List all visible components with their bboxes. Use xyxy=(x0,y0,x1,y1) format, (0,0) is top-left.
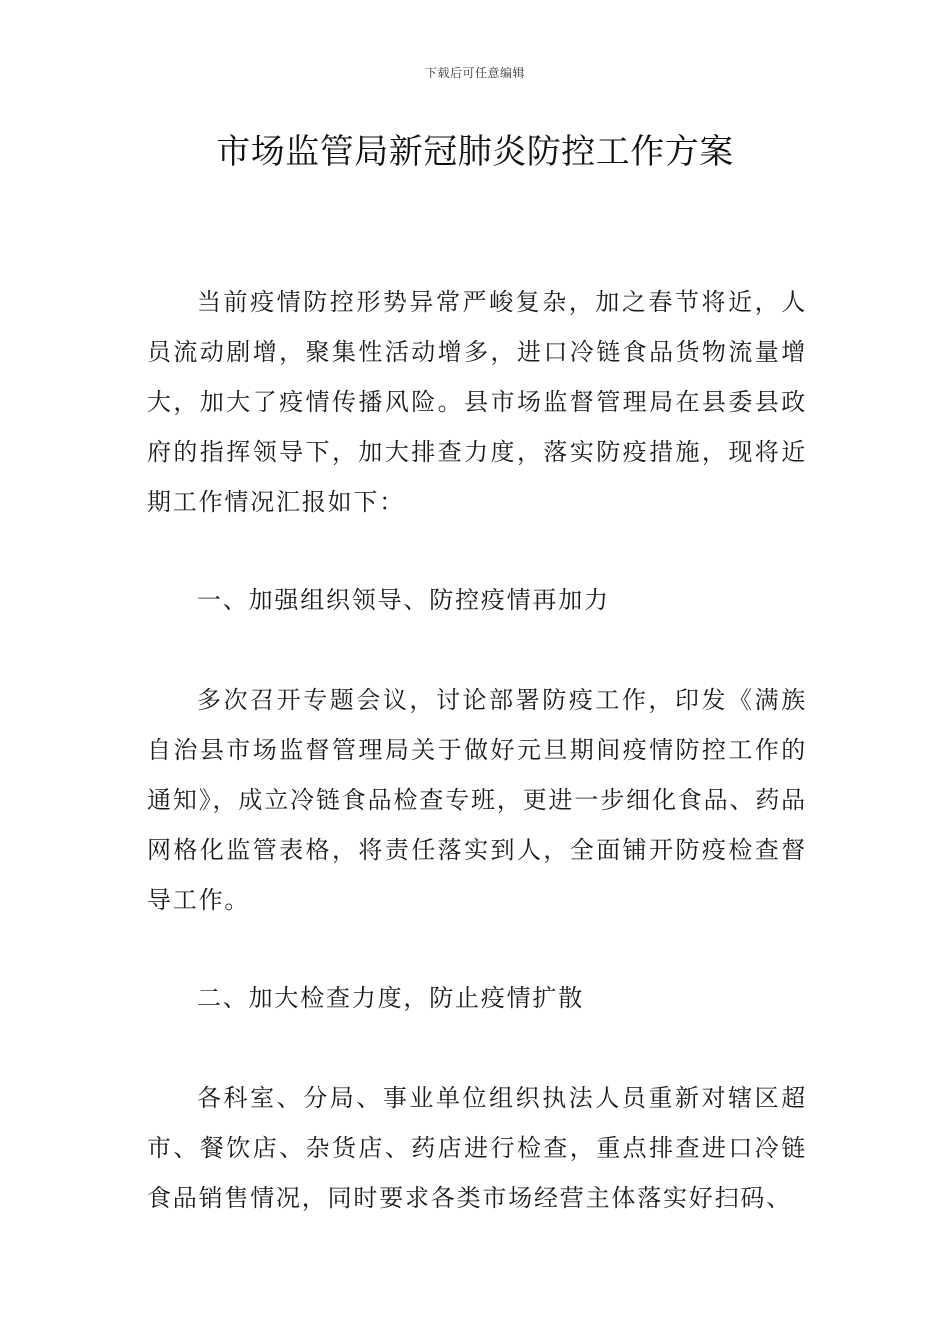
section-heading-1: 一、加强组织领导、防控疫情再加力 xyxy=(197,586,610,614)
intro-paragraph: 当前疫情防控形势异常严峻复杂，加之春节将近，人员流动剧增，聚集性活动增多，进口冷链食品货物流量增大，加大了疫情传播风险。县市场监督管理局在县委县政府的指挥领导下，加大排查力度，落实防疫措施，现将近期工作情况汇报如下： xyxy=(147,288,807,516)
document-title: 市场监管局新冠肺炎防控工作方案 xyxy=(216,132,734,172)
header-note: 下载后可任意编辑 xyxy=(424,66,525,80)
section-body-1: 多次召开专题会议，讨论部署防疫工作，印发《满族自治县市场监督管理局关于做好元旦期间疫情防控工作的通知》，成立冷链食品检查专班，更进一步细化食品、药品网格化监管表格，将责任落实到人，全面铺开防疫检查督导工作。 xyxy=(147,686,807,914)
section-body-2: 各科室、分局、事业单位组织执法人员重新对辖区超市、餐饮店、杂货店、药店进行检查，重点排查进口冷链食品销售情况，同时要求各类市场经营主体落实好扫码、 xyxy=(147,1084,807,1212)
section-heading-2: 二、加大检查力度，防止疫情扩散 xyxy=(197,984,584,1012)
